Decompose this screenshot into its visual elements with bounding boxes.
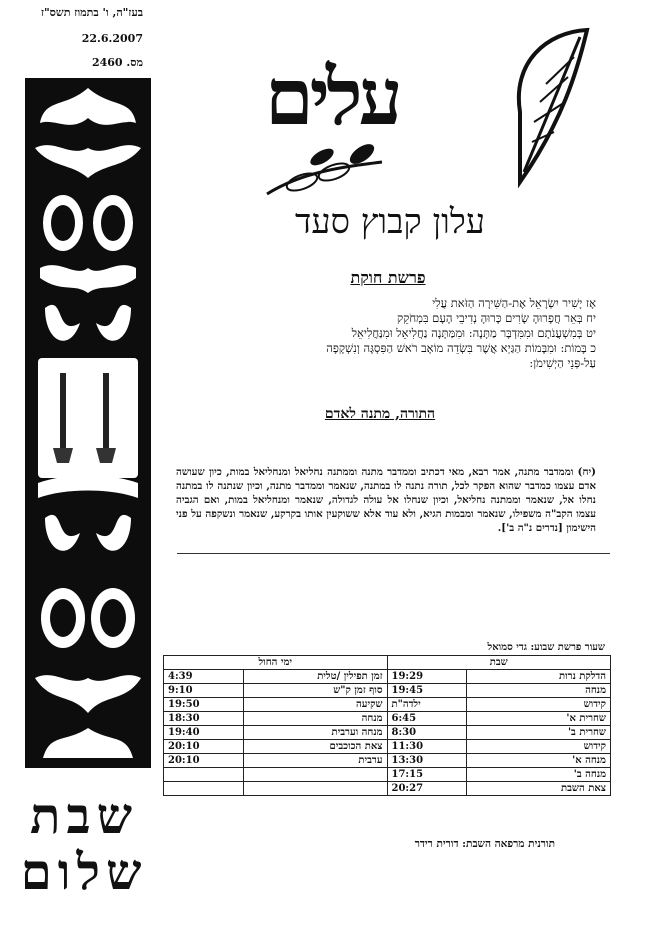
- hebrew-date: בעז"ה, ו' בתמוז תשס"ז: [40, 6, 143, 19]
- parasha-title: פרשת חוקת: [350, 268, 426, 287]
- shabbat-label: מנחה א': [467, 754, 611, 768]
- weekday-time: [164, 782, 244, 796]
- shabbat-label: מנחה: [467, 684, 611, 698]
- prayer-times-table: [163, 655, 611, 796]
- shabbat-time: 8:30: [387, 726, 467, 740]
- verse-line: עַל-פְּנֵי הַיְשִׁימֹן:: [529, 356, 596, 370]
- logo-title: עלים: [265, 52, 399, 143]
- weekday-time: 19:40: [164, 726, 244, 740]
- shabbat-shalom: [16, 788, 152, 900]
- newsletter-subtitle: עלון קבוץ סעד: [294, 202, 486, 242]
- table-row: [164, 698, 611, 712]
- table-row: [164, 670, 611, 684]
- weekday-time: [164, 768, 244, 782]
- shabbat-time: 19:45: [387, 684, 467, 698]
- shabbat-time: 11:30: [387, 740, 467, 754]
- shabbat-time: 20:27: [387, 782, 467, 796]
- papercut-ornament-icon: [25, 78, 151, 768]
- table-row: [164, 726, 611, 740]
- verse-line: אָז יָשִׁיר יִשְׂרָאֵל אֶת-הַשִּׁירָה הַזֹּאת עֲלִי: [432, 296, 596, 310]
- verse-line: יט בְּמִשְׁעֲנֹתָם וּמִמִּדְבָּר מַתָּנָה: וּמִמַּתָּנָה נַחֲלִיאֵל וּמִנַּחֲלִיאֵל: [351, 326, 596, 340]
- weekday-time: 20:10: [164, 740, 244, 754]
- verse-line: יח בְּאֵר חֲפָרוּהָ שָׂרִים כָּרוּהָ נְדִיבֵי הָעָם בִּמְחֹקֵק: [397, 311, 596, 325]
- weekday-time: 4:39: [164, 670, 244, 684]
- decorative-border: [25, 78, 151, 768]
- shabbat-time: 6:45: [387, 712, 467, 726]
- shabbat-label: קידוש: [467, 740, 611, 754]
- table-row: [164, 684, 611, 698]
- weekday-label: ערבית: [243, 754, 387, 768]
- table-row: [164, 712, 611, 726]
- shabbat-label: שחרית א': [467, 712, 611, 726]
- issue-number: מס. 2460: [91, 56, 143, 69]
- shabbat-label: הדלקת נרות: [467, 670, 611, 684]
- torah-verses: [230, 296, 596, 371]
- weekday-label: סוף זמן ק"ש: [243, 684, 387, 698]
- shabbat-time: ילדה"ת: [387, 698, 467, 712]
- weekday-time: 9:10: [164, 684, 244, 698]
- article-title: התורה, מתנה לאדם: [324, 406, 436, 422]
- shabbat-time: 17:15: [387, 768, 467, 782]
- divider: [177, 553, 610, 554]
- table-row: [164, 740, 611, 754]
- table-row: [164, 768, 611, 782]
- shabbat-label: קידוש: [467, 698, 611, 712]
- weekday-time: 20:10: [164, 754, 244, 768]
- weekday-label: שקיעה: [243, 698, 387, 712]
- weekday-label: [243, 782, 387, 796]
- article-body: (יח) וממדבר מתנה, אמר רבא, מאי דכתיב וממדבר מתנה וממתנה נחליאל ומנחליאל במות, כיון שעושה אדם עצמו כמדבר שהוא הפקר לכל, תורה נתנה לו במתנה, שנאמר וממדבר מתנה, וכיון שנתנה לו במתנה נחלו אל, שנאמר וממתנה נחליאל, וכיון שנחלו אל עולה לגדולה, שנאמר ומנחליאל במות, ואם הגביה עצמו הקב"ה משפילו, שנאמר ומבמות הגיא, ולא עוד אלא ששוקעין אותו בקרקע, שנאמר ונשקפה על פני הישימון [נדרים נ"ה ב'].: [176, 466, 596, 534]
- table-caption: שעור פרשת שבוע: גדי סמואל: [487, 642, 605, 653]
- table-row: [164, 754, 611, 768]
- shabbat-word: שבת: [30, 786, 138, 845]
- weekday-label: [243, 768, 387, 782]
- table-header-row: [164, 656, 611, 670]
- verse-line: כ בָּמוֹת: וּמִבָּמוֹת הַגַּיְא אֲשֶׁר בִּשְׂדֵה מוֹאָב רֹאשׁ הַפִּסְגָּה וְנִשְׁקָפָה: [326, 341, 596, 355]
- weekday-label: זמן תפילין /טלית: [243, 670, 387, 684]
- gregorian-date: 22.6.2007: [81, 32, 143, 45]
- weekday-label: צאת הכוכבים: [243, 740, 387, 754]
- shabbat-time: 13:30: [387, 754, 467, 768]
- weekday-time: 19:50: [164, 698, 244, 712]
- shalom-word: שלום: [20, 842, 148, 901]
- shabbat-label: מנחה ב': [467, 768, 611, 782]
- torani-note: תורנית מרפאה השבת: דורית רידר: [414, 838, 555, 850]
- weekday-header: ימי החול: [164, 656, 388, 670]
- table-row: [164, 782, 611, 796]
- shabbat-time: 19:29: [387, 670, 467, 684]
- weekday-time: 18:30: [164, 712, 244, 726]
- shabbat-label: שחרית ב': [467, 726, 611, 740]
- shabbat-label: צאת השבת: [467, 782, 611, 796]
- shabbat-header: שבת: [387, 656, 610, 670]
- weekday-label: מנחה: [243, 712, 387, 726]
- weekday-label: מנחה וערבית: [243, 726, 387, 740]
